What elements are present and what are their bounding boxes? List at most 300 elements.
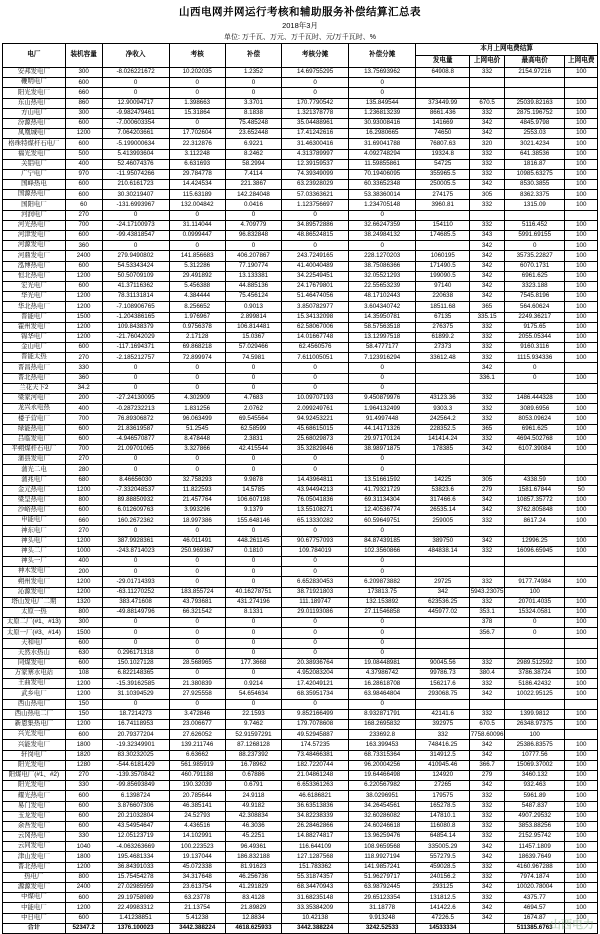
table-row xyxy=(3,98,598,108)
cell-value: 1200 xyxy=(65,485,102,495)
cell-value: 26.28462866 xyxy=(282,821,349,831)
cell-plant-name: 方山电厂 xyxy=(3,108,66,118)
cell-value: 29.65123354 xyxy=(349,893,416,903)
cell-value: -8.026221672 xyxy=(102,68,169,78)
cell-value: 4.7683 xyxy=(225,394,281,404)
cell-plant-name: 国源热电厂 xyxy=(3,190,66,200)
cell-plant-name: 神头一厂 xyxy=(3,557,66,567)
cell-value: 63.98464804 xyxy=(349,689,416,699)
cell-value: 4375.77 xyxy=(504,893,565,903)
cell-value: 445977.02 xyxy=(416,607,470,617)
cell-plant-name: 云冈热电厂 xyxy=(3,832,66,842)
cell-value: 448.261145 xyxy=(225,536,281,546)
cell-value: 12.8834 xyxy=(225,913,281,923)
cell-value: 800 xyxy=(65,872,102,882)
cell-plant-name: 国阳电厂 xyxy=(3,200,66,210)
cell-value: 100 xyxy=(565,169,598,179)
cell-value: 23.006677 xyxy=(169,720,225,730)
cell-value: 100 xyxy=(565,394,598,404)
cell-value: 100 xyxy=(565,261,598,271)
cell-value: 7.064203661 xyxy=(102,129,169,139)
total-value: 52347.2 xyxy=(65,923,102,933)
cell-plant-name: 宏光电厂 xyxy=(3,281,66,291)
cell-value: 342 xyxy=(470,241,505,251)
cell-value: 135.849544 xyxy=(349,98,416,108)
cell-value: 21.89829 xyxy=(225,903,281,913)
cell-value xyxy=(504,526,565,536)
cell-value: 0.0999447 xyxy=(169,231,225,241)
cell-value xyxy=(470,88,505,98)
cell-value: 0 xyxy=(504,241,565,251)
cell-value: 100 xyxy=(565,658,598,668)
table-row xyxy=(3,251,598,261)
cell-value: 0 xyxy=(169,383,225,393)
cell-value: 4.092748294 xyxy=(349,149,416,159)
cell-plant-name: 兰花天下2 xyxy=(3,383,66,393)
cell-value: 100 xyxy=(565,597,598,607)
cell-value xyxy=(470,210,505,220)
cell-value: 0 xyxy=(282,78,349,88)
cell-value: 20701.4035 xyxy=(504,597,565,607)
header-comp-share: 补偿分摊 xyxy=(349,44,416,68)
cell-value: 109.784019 xyxy=(282,546,349,556)
cell-value: 100 xyxy=(565,434,598,444)
cell-value: 0 xyxy=(225,455,281,465)
cell-value: 1200 xyxy=(65,587,102,597)
table-header-group-row xyxy=(3,44,598,56)
cell-value: 0.0416 xyxy=(225,200,281,210)
cell-value: 9.913248 xyxy=(349,913,416,923)
cell-value: 459028.5 xyxy=(416,862,470,872)
cell-value: 500 xyxy=(65,149,102,159)
cell-value: 43.94494213 xyxy=(282,485,349,495)
table-row xyxy=(3,913,598,923)
cell-value: 0 xyxy=(102,383,169,393)
cell-value: 332 xyxy=(470,322,505,332)
cell-value: 1.123756697 xyxy=(282,200,349,210)
table-row xyxy=(3,373,598,383)
cell-value: -139.3570842 xyxy=(102,770,169,780)
cell-value: 97140 xyxy=(416,281,470,291)
cell-value: 38.24984132 xyxy=(349,231,416,241)
cell-value: 410945.46 xyxy=(416,760,470,770)
cell-value: 0 xyxy=(282,567,349,577)
cell-value: 127.1287568 xyxy=(282,852,349,862)
cell-value: -49.88149796 xyxy=(102,607,169,617)
cell-plant-name: 沙峪热电厂 xyxy=(3,506,66,516)
cell-value: 100 xyxy=(565,791,598,801)
cell-value: 380.4 xyxy=(470,669,505,679)
cell-value: 51.2545 xyxy=(169,424,225,434)
cell-value: 16.78962 xyxy=(225,760,281,770)
cell-value: 9177.74984 xyxy=(504,577,565,587)
cell-value: 100 xyxy=(565,842,598,852)
cell-value: 24.9118 xyxy=(225,791,281,801)
table-row xyxy=(3,261,598,271)
cell-value: 63.23778 xyxy=(169,893,225,903)
table-row xyxy=(3,159,598,169)
cell-value: 0 xyxy=(282,557,349,567)
cell-value: 100 xyxy=(565,883,598,893)
cell-value: 1115.934336 xyxy=(504,353,565,363)
cell-value: 0 xyxy=(282,455,349,465)
cell-plant-name: 河光热电厂 xyxy=(3,220,66,230)
cell-value: 600 xyxy=(65,821,102,831)
table-row xyxy=(3,485,598,495)
cell-value: 1581.67844 xyxy=(504,485,565,495)
cell-value: 1820 xyxy=(65,750,102,760)
cell-plant-name: 鞭明电厂 xyxy=(3,78,66,88)
cell-value: 36.63513836 xyxy=(282,801,349,811)
cell-value: 970 xyxy=(65,169,102,179)
cell-value xyxy=(416,628,470,638)
cell-value: 74.39349099 xyxy=(282,169,349,179)
cell-plant-name: 汾源热电厂 xyxy=(3,118,66,128)
cell-plant-name: 晋北热电厂 xyxy=(3,373,66,383)
cell-value: 48.86524815 xyxy=(282,231,349,241)
cell-value: 342 xyxy=(416,587,470,597)
cell-value: 600 xyxy=(65,638,102,648)
cell-value: 8.932871791 xyxy=(349,709,416,719)
cell-value: 34.26454561 xyxy=(349,801,416,811)
cell-value: 195.4681334 xyxy=(102,852,169,862)
cell-value xyxy=(565,210,598,220)
cell-value xyxy=(416,383,470,393)
cell-value: 332 xyxy=(470,200,505,210)
cell-value: 100 xyxy=(565,628,598,638)
cell-value: 0 xyxy=(102,557,169,567)
cell-value: 1.234705148 xyxy=(349,200,416,210)
cell-value: 199090.5 xyxy=(416,271,470,281)
cell-value: 52.46074376 xyxy=(102,159,169,169)
cell-value: -9.982479461 xyxy=(102,108,169,118)
cell-value xyxy=(416,567,470,577)
cell-value: 26348.97375 xyxy=(504,720,565,730)
table-row xyxy=(3,720,598,730)
cell-value: 3323.188 xyxy=(504,281,565,291)
cell-value: 342 xyxy=(470,292,505,302)
cell-value: 0 xyxy=(349,557,416,567)
cell-value: 0 xyxy=(349,455,416,465)
cell-plant-name: 热电厂 xyxy=(3,872,66,882)
cell-value: 0 xyxy=(102,628,169,638)
cell-value: 280 xyxy=(65,465,102,475)
cell-value: 25039.82163 xyxy=(504,98,565,108)
cell-plant-name: 锦华电厂 xyxy=(3,332,66,342)
cell-value: 431.274196 xyxy=(225,597,281,607)
cell-value: 60.59649751 xyxy=(349,516,416,526)
cell-value: 34.317648 xyxy=(169,872,225,882)
table-row xyxy=(3,750,598,760)
cell-value: 240156.2 xyxy=(416,872,470,882)
cell-value: 61899.2 xyxy=(416,332,470,342)
cell-plant-name: 梁呈热电厂 xyxy=(3,495,66,505)
cell-value: 228.1270203 xyxy=(349,251,416,261)
cell-value xyxy=(470,383,505,393)
table-row xyxy=(3,516,598,526)
cell-value: 0 xyxy=(169,557,225,567)
table-row xyxy=(3,699,598,709)
cell-value: 7.123916294 xyxy=(349,353,416,363)
cell-value: 15.0367 xyxy=(225,332,281,342)
table-row xyxy=(3,679,598,689)
cell-value: 147810.1 xyxy=(416,811,470,821)
cell-value: 4.436516 xyxy=(169,821,225,831)
cell-value: 29.97170124 xyxy=(349,434,416,444)
cell-value: 14.69755295 xyxy=(282,68,349,78)
cell-value: 9303.3 xyxy=(416,404,470,414)
cell-value: -7.332048537 xyxy=(102,485,169,495)
cell-value: 100 xyxy=(565,516,598,526)
cell-plant-name: 易门发电厂 xyxy=(3,801,66,811)
cell-value: 102.3560866 xyxy=(349,546,416,556)
cell-value: 14.5785 xyxy=(225,485,281,495)
cell-value: 332 xyxy=(470,220,505,230)
cell-value: 0 xyxy=(282,648,349,658)
cell-value: 342 xyxy=(470,689,505,699)
cell-value: 332 xyxy=(416,730,470,740)
cell-value: 276375 xyxy=(416,322,470,332)
cell-value: 0 xyxy=(225,526,281,536)
cell-plant-name: 梁家河电厂 xyxy=(3,394,66,404)
cell-value xyxy=(565,455,598,465)
cell-value: 600 xyxy=(65,190,102,200)
table-row xyxy=(3,190,598,200)
cell-value: 1200 xyxy=(65,720,102,730)
cell-value: 151.783362 xyxy=(282,862,349,872)
cell-value: 77.190774 xyxy=(225,261,281,271)
cell-value xyxy=(416,363,470,373)
cell-value: 0 xyxy=(282,88,349,98)
cell-value: 96.063499 xyxy=(169,414,225,424)
cell-value: -11.95074266 xyxy=(102,169,169,179)
cell-value: 28.568965 xyxy=(169,658,225,668)
cell-value: 8661.436 xyxy=(416,108,470,118)
cell-value: 100 xyxy=(565,720,598,730)
cell-value: 332 xyxy=(470,577,505,587)
cell-value: -27.24130095 xyxy=(102,394,169,404)
cell-value: 54.53343424 xyxy=(102,261,169,271)
cell-value: -5.199000634 xyxy=(102,139,169,149)
cell-value: 0 xyxy=(169,210,225,220)
cell-value: 1200 xyxy=(65,129,102,139)
table-row xyxy=(3,312,598,322)
cell-plant-name: 东山热电厂 xyxy=(3,98,66,108)
cell-value: 34.82238339 xyxy=(282,811,349,821)
cell-value: 3786.38724 xyxy=(504,669,565,679)
cell-value: 12.40536774 xyxy=(349,506,416,516)
cell-value xyxy=(565,557,598,567)
cell-value: 41.291829 xyxy=(225,883,281,893)
cell-value: 100 xyxy=(565,424,598,434)
cell-value: 342 xyxy=(470,740,505,750)
cell-value: 9.9878 xyxy=(225,475,281,485)
cell-value: 20.785644 xyxy=(169,791,225,801)
cell-value: 342 xyxy=(470,271,505,281)
cell-value: 365 xyxy=(470,302,505,312)
cell-value: 100 xyxy=(565,343,598,353)
cell-value: 29.784778 xyxy=(169,169,225,179)
cell-value: 210.6161723 xyxy=(102,180,169,190)
cell-value: 22.55653239 xyxy=(349,281,416,291)
cell-value: 4694.502768 xyxy=(504,434,565,444)
cell-value: 154110 xyxy=(416,220,470,230)
cell-value: 168.2695832 xyxy=(349,720,416,730)
cell-value: 29725 xyxy=(416,577,470,587)
cell-value: 45.68615015 xyxy=(282,424,349,434)
cell-value xyxy=(416,618,470,628)
cell-plant-name: 关铝电厂 xyxy=(3,159,66,169)
table-row xyxy=(3,434,598,444)
cell-value: 0 xyxy=(102,373,169,383)
cell-value xyxy=(565,638,598,648)
cell-value: 100 xyxy=(565,404,598,414)
cell-value: 0 xyxy=(225,628,281,638)
cell-value: 9.7462 xyxy=(225,720,281,730)
cell-value xyxy=(504,465,565,475)
cell-value xyxy=(470,557,505,567)
cell-plant-name: 中煤电厂 xyxy=(3,893,66,903)
cell-value: 0 xyxy=(169,526,225,536)
cell-plant-name: 太原一厂(#3、#14) xyxy=(3,628,66,638)
cell-value: 600 xyxy=(65,658,102,668)
cell-value: 100 xyxy=(565,862,598,872)
cell-value: 342 xyxy=(470,444,505,454)
cell-value: 330 xyxy=(65,832,102,842)
cell-value: 25386.83575 xyxy=(504,740,565,750)
table-row xyxy=(3,607,598,617)
cell-value: 332 xyxy=(470,832,505,842)
table-row xyxy=(3,852,598,862)
period-subtitle: 2018年3月 xyxy=(282,21,318,30)
cell-value: 0 xyxy=(349,567,416,577)
cell-value: 400 xyxy=(65,404,102,414)
cell-value: 69.545564 xyxy=(225,414,281,424)
cell-value: 54725 xyxy=(416,159,470,169)
table-row xyxy=(3,322,598,332)
cell-plant-name: 阳光发电厂 xyxy=(3,760,66,770)
table-row xyxy=(3,332,598,342)
cell-value: 0 xyxy=(225,669,281,679)
cell-value: 179.7078608 xyxy=(282,720,349,730)
cell-value: 10.09707193 xyxy=(282,394,349,404)
cell-value: 13.133381 xyxy=(225,271,281,281)
cell-value: 100 xyxy=(565,679,598,689)
cell-value: 600 xyxy=(65,730,102,740)
cell-value: 3021.4234 xyxy=(504,139,565,149)
cell-value: 100 xyxy=(565,129,598,139)
cell-value: 2875.196752 xyxy=(504,108,565,118)
cell-plant-name: 蒲县发电厂 xyxy=(3,455,66,465)
cell-value: 0.9013 xyxy=(225,302,281,312)
cell-value xyxy=(470,526,505,536)
cell-value: 73.48466381 xyxy=(282,750,349,760)
cell-value: 0 xyxy=(169,455,225,465)
cell-value: 27.11546858 xyxy=(349,607,416,617)
table-row xyxy=(3,546,598,556)
cell-value: 58.57563518 xyxy=(349,322,416,332)
cell-value: 0 xyxy=(225,363,281,373)
cell-value: 0 xyxy=(225,618,281,628)
cell-value: 600 xyxy=(65,180,102,190)
cell-value: 600 xyxy=(65,913,102,923)
cell-value: 600 xyxy=(65,893,102,903)
cell-value: 46.3036 xyxy=(225,821,281,831)
table-row xyxy=(3,220,598,230)
cell-value: 1315.09 xyxy=(504,200,565,210)
cell-value: 38.75086366 xyxy=(349,261,416,271)
cell-value: 270 xyxy=(65,770,102,780)
table-row xyxy=(3,648,598,658)
cell-value: 600 xyxy=(65,343,102,353)
cell-value: 50 xyxy=(565,485,598,495)
cell-value: 46.256736 xyxy=(225,872,281,882)
cell-value: 0 xyxy=(282,618,349,628)
cell-value: 69.31134304 xyxy=(349,495,416,505)
cell-plant-name: 蒲光二电 xyxy=(3,465,66,475)
cell-value: 178385 xyxy=(416,444,470,454)
cell-value: 1.964132499 xyxy=(349,404,416,414)
cell-value: 0 xyxy=(169,118,225,128)
cell-value: 18.997386 xyxy=(169,516,225,526)
cell-value: 2.17128 xyxy=(169,332,225,342)
table-row xyxy=(3,506,598,516)
cell-value: 332 xyxy=(470,394,505,404)
cell-value: -29.01714393 xyxy=(102,577,169,587)
cell-value: 600 xyxy=(65,801,102,811)
cell-value: 100 xyxy=(565,241,598,251)
cell-value: 221.3867 xyxy=(225,180,281,190)
cell-value: 100 xyxy=(565,108,598,118)
cell-value xyxy=(470,455,505,465)
table-row xyxy=(3,180,598,190)
cell-value: 42141.6 xyxy=(416,709,470,719)
cell-value: 342 xyxy=(470,903,505,913)
cell-value: 139.211746 xyxy=(169,740,225,750)
cell-value: 100 xyxy=(565,801,598,811)
cell-value: 141.856683 xyxy=(169,251,225,261)
cell-value xyxy=(504,638,565,648)
cell-value: -1.204386165 xyxy=(102,312,169,322)
cell-value: 600 xyxy=(65,811,102,821)
cell-value: 13.12997518 xyxy=(349,332,416,342)
table-row xyxy=(3,343,598,353)
cell-value: 0 xyxy=(282,699,349,709)
cell-value: 190.32039 xyxy=(169,781,225,791)
cell-value: 100 xyxy=(565,872,598,882)
cell-value xyxy=(470,638,505,648)
cell-plant-name: 晋能电厂 xyxy=(3,312,66,322)
cell-value xyxy=(565,587,598,597)
cell-value: 18511.68 xyxy=(416,302,470,312)
cell-value: 34.89572886 xyxy=(282,220,349,230)
cell-value: 3460.132 xyxy=(504,770,565,780)
cell-value: 100 xyxy=(565,251,598,261)
cell-value: 16.74118953 xyxy=(102,720,169,730)
cell-value: 0.9214 xyxy=(225,679,281,689)
cell-value: 600 xyxy=(65,424,102,434)
cell-value: 29.01193086 xyxy=(282,607,349,617)
cell-value: 4907.29532 xyxy=(504,811,565,821)
cell-value: 748416.25 xyxy=(416,740,470,750)
cell-value xyxy=(504,383,565,393)
cell-value: 314912.5 xyxy=(416,750,470,760)
cell-value: 21.457764 xyxy=(169,495,225,505)
cell-value: 34.22549451 xyxy=(282,271,349,281)
table-row xyxy=(3,811,598,821)
cell-value: 100 xyxy=(565,312,598,322)
cell-value: 332 xyxy=(470,709,505,719)
